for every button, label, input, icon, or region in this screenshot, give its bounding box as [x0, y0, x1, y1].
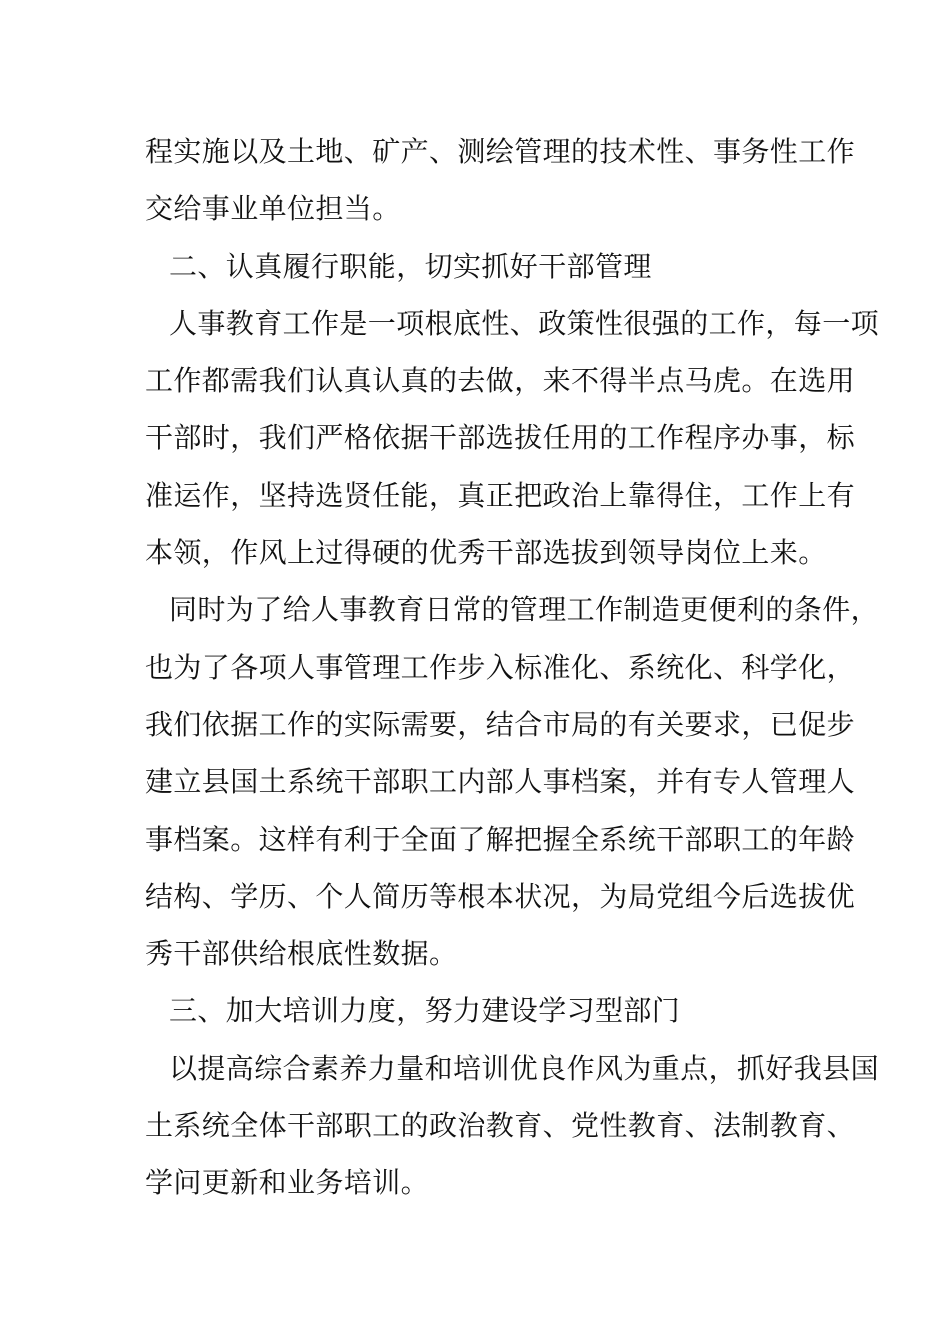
- text-line: 事档案。这样有利于全面了解把握全系统干部职工的年龄: [145, 822, 856, 856]
- text-line: 程实施以及土地、矿产、测绘管理的技术性、事务性工作: [145, 135, 856, 168]
- text-line: 准运作，坚持选贤任能，真正把政治上靠得住，工作上有: [145, 478, 856, 512]
- text-line: 秀干部供给根底性数据。: [145, 937, 458, 971]
- text-line: 本领，作风上过得硬的优秀干部选拔到领导岗位上来。: [145, 536, 827, 570]
- text-line: 建立县国土系统干部职工内部人事档案，并有专人管理人: [145, 765, 856, 799]
- document-body: [145, 123, 880, 1212]
- text-line: 工作都需我们认真认真的去做，来不得半点马虎。在选用: [145, 364, 856, 398]
- text-line: 土系统全体干部职工的政治教育、党性教育、法制教育、: [145, 1109, 856, 1143]
- text-line: 同时为了给人事教育日常的管理工作制造更便利的条件，: [169, 593, 880, 627]
- text-line: 二、认真履行职能，切实抓好干部管理: [169, 249, 652, 283]
- text-line: 学问更新和业务培训。: [145, 1166, 430, 1200]
- text-line: 人事教育工作是一项根底性、政策性很强的工作，每一项: [169, 306, 880, 340]
- text-line: 三、加大培训力度，努力建设学习型部门: [169, 994, 681, 1028]
- text-line: 干部时，我们严格依据干部选拔任用的工作程序办事，标: [145, 421, 856, 455]
- text-line: 交给事业单位担当。: [145, 192, 401, 226]
- text-line: 也为了各项人事管理工作步入标准化、系统化、科学化，: [145, 650, 856, 684]
- text-line: 以提高综合素养力量和培训优良作风为重点，抓好我县国: [169, 1051, 880, 1085]
- text-line: 结构、学历、个人简历等根本状况，为局党组今后选拔优: [145, 879, 856, 913]
- text-line: 我们依据工作的实际需要，结合市局的有关要求，已促步: [145, 707, 856, 741]
